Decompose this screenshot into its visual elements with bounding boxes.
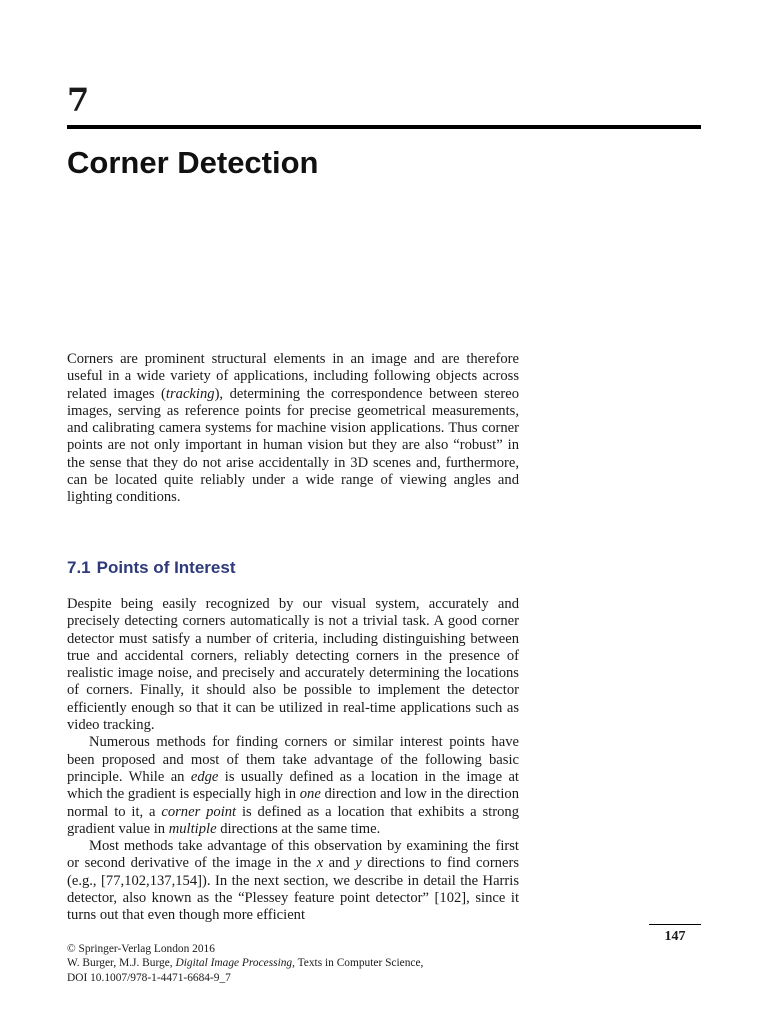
p2-emph-edge: edge — [190, 768, 219, 785]
page-number: 147 — [664, 929, 686, 944]
footer-copyright: © Springer-Verlag London 2016 — [67, 943, 215, 955]
footer-citation — [67, 956, 547, 970]
p3-text-c: directions to find corners (e.g., [77,102,137,154]). In the next section, we describe in detail the Harris detector, also known as the “Plessey feature point detector” [102], since it turns out that even though more efficient — [67, 855, 519, 924]
paragraph-2 — [67, 734, 519, 838]
p3-text-b: and — [323, 855, 356, 872]
chapter-divider — [67, 125, 701, 129]
paragraph-1: Despite being easily recognized by our visual system, accurately and precisely detecting corners automatically is not a trivial task. A good corner detector must satisfy a number of criteria, including distinguishing between true and accidental corners, reliably detecting corners in the presence of realistic image noise, and precisely and accurately determining the locations of corners. Finally, it should also be possible to implement the detector efficiently enough so that it can be utilized in real-time applications such as video tracking. — [67, 596, 519, 734]
p2-text-a: Numerous methods for finding corners or similar interest points have been proposed and most of them take advantage of the following basic principle. While an — [67, 734, 519, 785]
footer — [67, 942, 547, 985]
footer-citation-title: Digital Image Processing — [175, 957, 293, 970]
paragraph-3 — [67, 838, 519, 924]
p2-text-b: is usually defined as a location in the image at which the gradient is especially high in — [67, 768, 519, 803]
p3-var-y: y — [355, 855, 362, 872]
section-title: Points of Interest — [96, 558, 236, 577]
footer-doi: DOI 10.1007/978-1-4471-6684-9_7 — [67, 971, 231, 984]
p3-text-a: Most methods take advantage of this observation by examining the first or second derivative of the image in the — [67, 838, 519, 872]
page-number-rule — [649, 924, 701, 925]
p3-var-x: x — [316, 855, 324, 872]
p2-emph-corner-point: corner point — [161, 803, 237, 820]
footer-citation-series: , Texts in Computer Science, — [292, 957, 424, 970]
footer-citation-authors: W. Burger, M.J. Burge, — [67, 957, 176, 970]
section-body — [67, 596, 519, 925]
p2-text-d: is defined as a location that exhibits a strong gradient value in — [67, 803, 519, 837]
p2-emph-multiple: multiple — [168, 820, 217, 837]
p2-text-c: direction and low in the direction normal to it, a — [67, 786, 519, 820]
intro-paragraph — [67, 351, 519, 507]
section-heading — [67, 557, 236, 579]
intro-emphasis: tracking — [165, 385, 215, 402]
p2-emph-one: one — [299, 786, 321, 803]
p2-text-e: directions at the same time. — [216, 820, 381, 837]
section-number: 7.1 — [67, 558, 91, 577]
chapter-number: 7 — [67, 81, 90, 119]
chapter-title: Corner Detection — [67, 145, 319, 180]
intro-text-after: ), determining the correspondence between stereo images, serving as reference points for precise geometrical measurements, and calibrating camera systems for machine vision applications. Thus corner points are not only important in human vision but they are also “robust” in the sense that they do not arise accidentally in 3D scenes and, furthermore, can be located quite reliably under a wide range of viewing angles and lighting conditions. — [67, 385, 519, 506]
intro-text-before: Corners are prominent structural elements in an image and are therefore useful in a wide variety of applications, including following objects across related images ( — [67, 351, 519, 402]
